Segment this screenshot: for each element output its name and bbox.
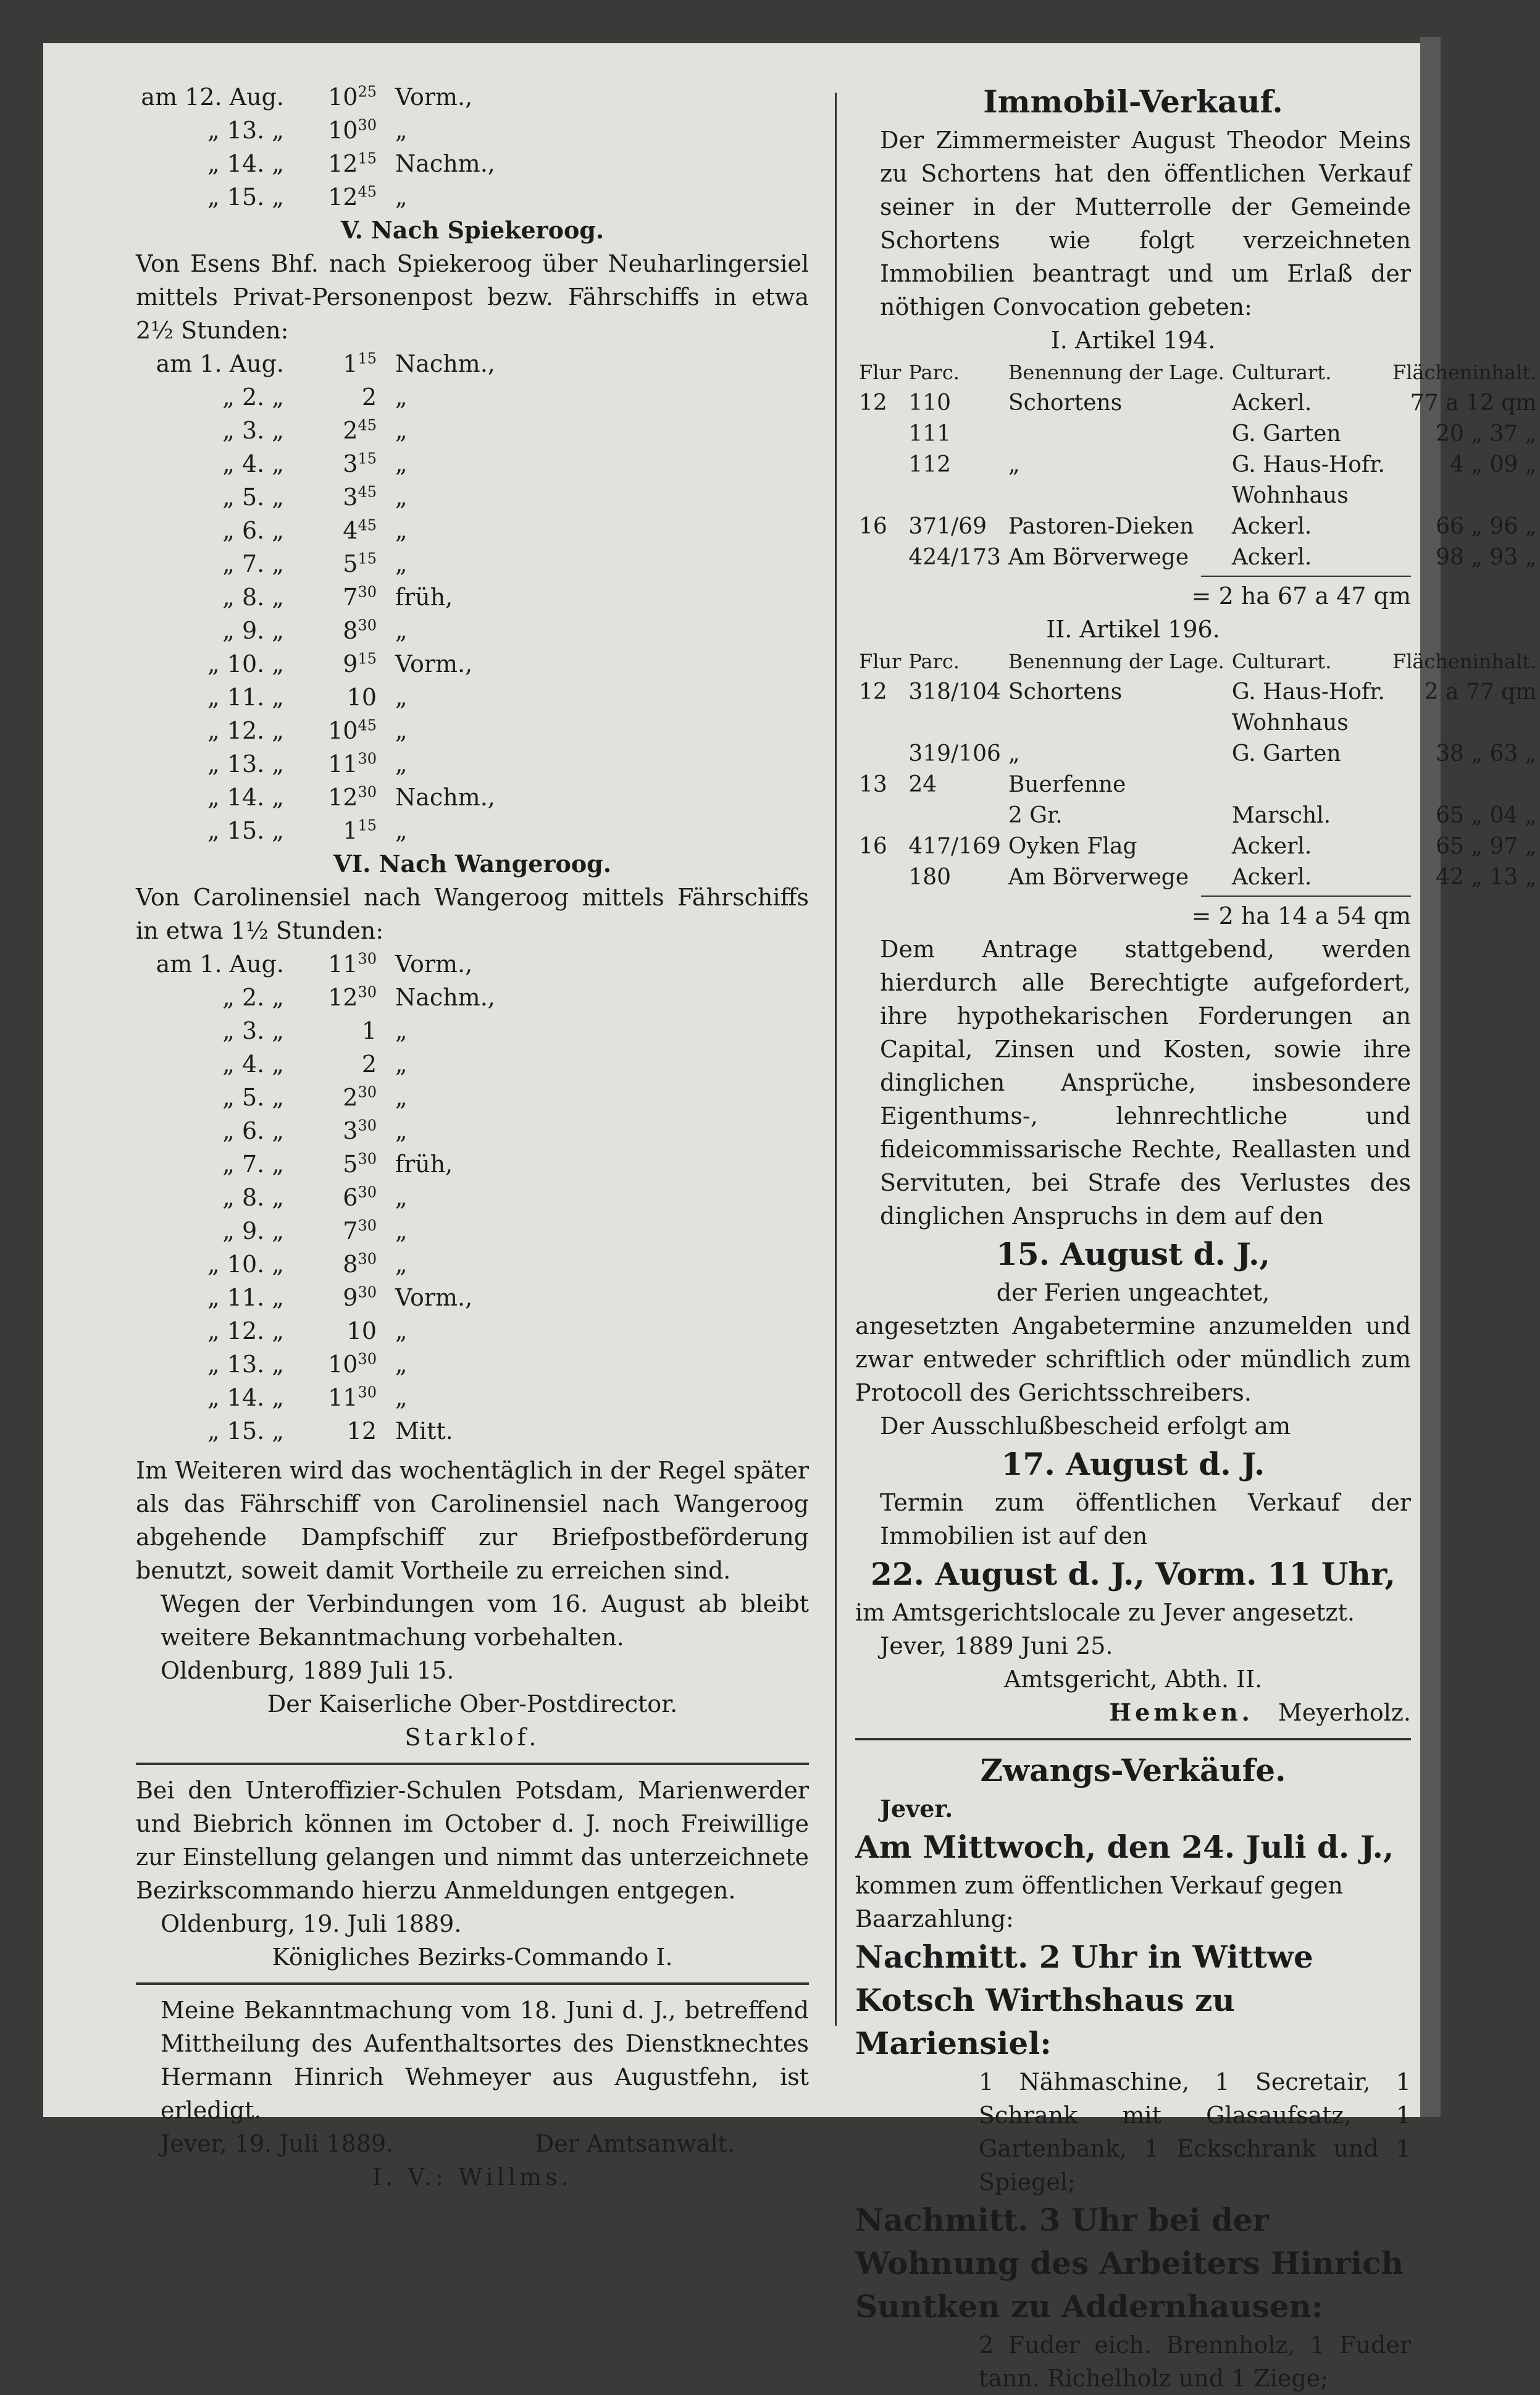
table-cell: Ackerl. — [1231, 514, 1312, 539]
paragraph-bekanntmachung: Meine Bekanntmachung vom 18. Juni d. J., betreffend Mittheilung des Aufenthaltsortes des Dienstknechtes Hermann Hinrich Wehmeyer aus Augustfehn, ist erledigt. — [161, 1997, 809, 2124]
schedule-row — [136, 614, 809, 647]
schedule-note: „ — [395, 1317, 408, 1344]
table-row — [855, 739, 1540, 770]
heading-spiekeroog: V. Nach Spiekeroog. — [340, 216, 605, 244]
table-row — [855, 800, 1540, 831]
paragraph-dampfschiff: Im Weiteren wird das wochentäglich in der Regel später als das Fährschiff von Carolinensiel nach Wangeroog abgehende Dampfschiff zur Briefpostbeförderung benutzt, soweit damit Vortheile zu erreichen sind. — [136, 1457, 809, 1584]
schedule-date: „ 5. „ — [222, 1084, 284, 1111]
schedule-time: $9^{15}$ — [343, 650, 377, 677]
table-header-cell: Flächeninhalt. — [1392, 650, 1537, 673]
table-header-cell: Flächeninhalt. — [1392, 361, 1537, 384]
schedule-row — [136, 714, 809, 747]
schedule-time: 2 — [361, 384, 377, 411]
divider — [136, 1982, 809, 1985]
table-cell — [1005, 480, 1228, 511]
table-cell — [855, 542, 905, 573]
schedule-date: „ 6. „ — [222, 1117, 284, 1144]
schedule-note: „ — [395, 1017, 408, 1044]
date-oldenburg-2: Oldenburg, 19. Juli 1889. — [161, 1910, 462, 1937]
schedule-time: $5^{15}$ — [343, 550, 377, 577]
schedule-time: $11^{30}$ — [328, 750, 377, 778]
schedule-row — [136, 1114, 809, 1147]
schedule-date: „ 4. „ — [222, 450, 284, 477]
table-cell: 371/69 — [908, 514, 987, 539]
schedule-date: „ 7. „ — [222, 1151, 284, 1178]
schedule-time: $6^{30}$ — [343, 1183, 377, 1211]
paragraph-antrage: Dem Antrage stattgebend, werden hierdurch alle Berechtigte aufgefordert, ihre hypothekarischen Forderungen an Capital, Zinsen und Kosten, sowie ihre dinglichen Ansprüche, insbesondere Eigenthums-, lehnrechtliche und fideicommissarische Rechte, Reallasten und Servituten, bei Strafe des Verlustes des dinglichen Anspruchs in dem auf den — [880, 936, 1411, 1230]
authority-bezirkscommando: Königliches Bezirks-Commando I. — [272, 1944, 673, 1971]
schedule-time: $11^{30}$ — [328, 950, 377, 978]
table-cell: 12 — [859, 679, 887, 705]
table-cell: 111 — [908, 421, 952, 447]
schedule-row — [136, 747, 809, 781]
schedule-date: „ 12. „ — [207, 1317, 284, 1344]
title-zwangs-verkaeufe: Zwangs-Verkäufe. — [980, 1752, 1286, 1789]
paragraph-spiekeroog: Von Esens Bhf. nach Spiekeroog über Neuharlingersiel mittels Privat-Personenpost bezw. Fährschiffs in etwa 2½ Stunden: — [136, 250, 809, 344]
table-cell: Wohnhaus — [1231, 710, 1349, 736]
table-header-cell: Flur — [859, 361, 902, 384]
table-cell: 65 „ 97 „ — [1436, 834, 1537, 859]
schedule-row — [136, 1281, 809, 1314]
schedule-time: 10 — [346, 684, 377, 711]
schedule-date: „ 4. „ — [222, 1051, 284, 1078]
table-cell: Ackerl. — [1231, 865, 1312, 890]
table-cell: Ackerl. — [1231, 834, 1312, 859]
schedule-date: „ 12. „ — [207, 717, 284, 744]
paragraph-unteroffizier: Bei den Unteroffizier-Schulen Potsdam, Marienwerder und Biebrich können im October d. J. noch Freiwillige zur Einstellung gelangen und nimmt das unterzeichnete Bezirkscommando hierzu Anmeldungen entgegen. — [136, 1777, 809, 1904]
schedule-note: „ — [395, 717, 408, 744]
schedule-note: „ — [395, 450, 408, 477]
table-cell: 42 „ 13 „ — [1436, 865, 1537, 890]
schedule-time: $10^{30}$ — [328, 116, 377, 144]
schedule-note: „ — [395, 384, 408, 411]
schedule-row — [136, 1381, 809, 1414]
schedule-note: „ — [395, 1384, 408, 1411]
table-row — [855, 677, 1540, 708]
date-15-august: 15. August d. J., — [996, 1236, 1270, 1272]
schedule-row — [136, 380, 809, 414]
schedule-date: „ 15. „ — [207, 183, 284, 211]
table-cell: Schortens — [1008, 679, 1123, 705]
schedule-time: $12^{15}$ — [328, 149, 377, 177]
schedule-date: „ 9. „ — [222, 1217, 284, 1244]
paragraph-angabetermine: angesetzten Angabetermine anzumelden und zwar entweder schriftlich oder mündlich zum Protocoll des Gerichtsschreibers. — [855, 1312, 1411, 1406]
items-mariensiel: 1 Nähmaschine, 1 Secretair, 1 Schrank mit Glasaufsatz, 1 Gartenbank, 1 Eckschrank und 1 Spiegel; — [979, 2068, 1411, 2196]
schedule-time: $7^{30}$ — [343, 583, 377, 611]
schedule-time: $8^{30}$ — [343, 616, 377, 644]
paragraph-verkauf: kommen zum öffentlichen Verkauf gegen Baarzahlung: — [855, 1872, 1343, 1932]
schedule-date: „ 14. „ — [207, 784, 284, 811]
table-cell: 38 „ 63 „ — [1436, 741, 1537, 766]
date-22-august: 22. August d. J., Vorm. 11 Uhr, — [871, 1556, 1396, 1592]
article-194: I. Artikel 194. — [1050, 327, 1216, 354]
schedule-note: „ — [395, 1051, 408, 1078]
schedule-date: „ 2. „ — [222, 984, 284, 1011]
table-cell: Pastoren-Dieken — [1008, 514, 1194, 539]
article-196: II. Artikel 196. — [1046, 616, 1220, 643]
table-cell: G. Garten — [1231, 741, 1341, 766]
sum-article-194: = 2 ha 67 a 47 qm — [1191, 582, 1411, 610]
schedule-note: „ — [395, 117, 408, 144]
table-cell: „ — [1008, 741, 1020, 766]
schedule-row — [136, 814, 809, 847]
authority-amtsanwalt: Der Amtsanwalt. — [535, 2130, 735, 2157]
signature-willms: I. V.: Willms. — [372, 2163, 572, 2191]
schedule-note: „ — [395, 484, 408, 511]
table-header-cell: Flur — [859, 650, 902, 673]
table-header-cell: Benennung der Lage. — [1008, 361, 1224, 384]
table-header-cell: Culturart. — [1231, 650, 1332, 673]
date-24-juli: Am Mittwoch, den 24. Juli d. J., — [855, 1829, 1394, 1865]
schedule-time: 2 — [361, 1051, 377, 1078]
schedule-note: „ — [395, 1351, 408, 1378]
schedule-date: „ 13. „ — [207, 750, 284, 778]
table-cell: 318/104 — [908, 679, 1001, 705]
schedule-row — [136, 581, 809, 614]
schedule-date: „ 14. „ — [207, 150, 284, 177]
schedule-date: „ 3. „ — [222, 1017, 284, 1044]
table-cell: 20 „ 37 „ — [1436, 421, 1537, 447]
table-row — [855, 419, 1540, 450]
schedule-note: „ — [395, 417, 408, 444]
table-cell — [1005, 419, 1228, 450]
table-cell: Buerfenne — [1008, 772, 1126, 797]
schedule-time: $3^{45}$ — [343, 483, 377, 511]
schedule-date: „ 11. „ — [207, 1284, 284, 1311]
schedule-row — [136, 414, 809, 447]
schedule-date: am 12. Aug. — [141, 83, 284, 111]
table-cell: Ackerl. — [1231, 545, 1312, 570]
schedule-note: Nachm., — [395, 784, 495, 811]
schedule-date: „ 13. „ — [207, 1351, 284, 1378]
table-cell: 424/173 — [908, 545, 1001, 570]
table-cell — [1389, 480, 1540, 511]
table-row — [855, 511, 1540, 542]
schedule-note: Vorm., — [395, 1284, 473, 1311]
left-column — [136, 80, 809, 2194]
table-cell: 110 — [908, 390, 952, 416]
place-jever: Jever. — [880, 1795, 953, 1822]
schedule-note: „ — [395, 1117, 408, 1144]
date-jever: Jever, 19. Juli 1889. — [161, 2130, 394, 2157]
schedule-block-3 — [136, 947, 809, 1448]
schedule-time: 10 — [346, 1317, 377, 1344]
schedule-time: $9^{30}$ — [343, 1283, 377, 1311]
schedule-date: „ 13. „ — [207, 117, 284, 144]
table-cell — [855, 708, 905, 739]
table-row — [855, 831, 1540, 862]
schedule-time: $12^{30}$ — [328, 783, 377, 811]
table-row — [855, 388, 1540, 419]
table-cell: G. Garten — [1231, 421, 1341, 447]
schedule-date: „ 7. „ — [222, 550, 284, 577]
schedule-time: $10^{25}$ — [328, 83, 377, 111]
schedule-row — [136, 147, 809, 180]
table-cell: Ackerl. — [1231, 390, 1312, 416]
table-cell — [905, 800, 1005, 831]
schedule-time: $11^{30}$ — [328, 1383, 377, 1411]
schedule-time: $10^{45}$ — [328, 716, 377, 744]
column-divider — [835, 93, 837, 2026]
table-cell: 2 Gr. — [1008, 803, 1063, 828]
divider — [136, 1763, 809, 1765]
table-cell: 417/169 — [908, 834, 1001, 859]
table-cell: 12 — [859, 390, 887, 416]
schedule-time: $2^{30}$ — [343, 1083, 377, 1111]
table-cell: 4 „ 09 „ — [1450, 452, 1537, 477]
table-header-cell: Benennung der Lage. — [1008, 650, 1224, 673]
schedule-note: „ — [395, 517, 408, 544]
schedule-row — [136, 180, 809, 214]
schedule-time: $12^{30}$ — [328, 983, 377, 1011]
table-cell: 66 „ 96 „ — [1436, 514, 1537, 539]
schedule-date: „ 8. „ — [222, 1184, 284, 1211]
schedule-note: „ — [395, 750, 408, 778]
schedule-row — [136, 80, 809, 114]
heading-mariensiel: Nachmitt. 2 Uhr in Wittwe Kotsch Wirthshaus zu Mariensiel: — [855, 1939, 1313, 2062]
paragraph-ausschluss: Der Ausschlußbescheid erfolgt am — [880, 1412, 1291, 1440]
schedule-note: Vorm., — [395, 950, 473, 978]
schedule-date: am 1. Aug. — [156, 950, 284, 978]
schedule-time: $4^{45}$ — [343, 516, 377, 544]
table-cell: 16 — [859, 514, 887, 539]
table-cell — [855, 450, 905, 480]
table-cell: Wohnhaus — [1231, 483, 1349, 508]
table-article-196 — [855, 646, 1540, 893]
schedule-date: „ 10. „ — [207, 650, 284, 677]
schedule-note: „ — [395, 617, 408, 644]
schedule-date: „ 3. „ — [222, 417, 284, 444]
schedule-note: früh, — [395, 1151, 453, 1178]
table-cell: „ — [1008, 452, 1020, 477]
table-cell — [855, 862, 905, 893]
schedule-row — [136, 347, 809, 380]
table-cell: Am Börverwege — [1008, 545, 1189, 570]
paragraph-amtsgericht: im Amtsgerichtslocale zu Jever angesetzt. — [855, 1599, 1355, 1626]
schedule-date: „ 2. „ — [222, 384, 284, 411]
table-cell: 112 — [908, 452, 952, 477]
table-row — [855, 862, 1540, 893]
table-cell — [1389, 708, 1540, 739]
authority-postdirector: Der Kaiserliche Ober-Postdirector. — [267, 1690, 678, 1718]
schedule-note: „ — [395, 1217, 408, 1244]
schedule-note: „ — [395, 684, 408, 711]
title-immobil-verkauf: Immobil-Verkauf. — [983, 83, 1283, 120]
schedule-time: $2^{45}$ — [343, 416, 377, 444]
items-addernhausen: 2 Fuder eich. Brennholz, 1 Fuder tann. Richelholz und 1 Ziege; — [979, 2331, 1411, 2392]
schedule-row — [136, 1414, 809, 1448]
right-column — [855, 80, 1537, 2395]
schedule-note: Vorm., — [395, 83, 473, 111]
paragraph-meins: Der Zimmermeister August Theodor Meins zu Schortens hat den öffentlichen Verkauf seiner in der Mutterrolle der Gemeinde Schortens wie folgt verzeichneten Immobilien beantragt und um Erlaß der nöthigen Convocation gebeten: — [880, 127, 1411, 321]
schedule-date: „ 6. „ — [222, 517, 284, 544]
court-name: Amtsgericht, Abth. II. — [1003, 1666, 1263, 1693]
date-17-august: 17. August d. J. — [1001, 1446, 1265, 1482]
schedule-time: $12^{45}$ — [328, 183, 377, 211]
schedule-row — [136, 1214, 809, 1248]
schedule-date: am 1. Aug. — [156, 350, 284, 377]
table-cell: 13 — [859, 772, 887, 797]
table-cell: Oyken Flag — [1008, 834, 1137, 859]
schedule-note: „ — [395, 550, 408, 577]
schedule-row — [136, 480, 809, 514]
table-header-cell: Culturart. — [1231, 361, 1332, 384]
table-cell: Marschl. — [1231, 803, 1331, 828]
table-cell — [1389, 770, 1540, 800]
table-cell — [905, 480, 1005, 511]
paragraph-vorbehalten: Wegen der Verbindungen vom 16. August ab bleibt weitere Bekanntmachung vorbehalten. — [161, 1590, 809, 1651]
table-cell: 98 „ 93 „ — [1436, 545, 1537, 570]
schedule-row — [136, 1147, 809, 1181]
schedule-date: „ 14. „ — [207, 1384, 284, 1411]
table-row — [855, 480, 1540, 511]
schedule-row — [136, 681, 809, 714]
date-jever-court: Jever, 1889 Juni 25. — [880, 1632, 1113, 1659]
schedule-note: „ — [395, 1084, 408, 1111]
table-cell — [855, 800, 905, 831]
table-cell: G. Haus-Hofr. — [1231, 679, 1385, 705]
heading-addernhausen: Nachmitt. 3 Uhr bei der Wohnung des Arbeiters Hinrich Suntken zu Addernhausen: — [855, 2202, 1404, 2325]
schedule-time: 1 — [361, 1017, 377, 1044]
table-cell: Schortens — [1008, 390, 1123, 416]
schedule-row — [136, 1314, 809, 1348]
table-cell: 319/106 — [908, 741, 1001, 766]
table-header — [855, 357, 1540, 388]
schedule-row — [136, 1047, 809, 1081]
schedule-row — [136, 1348, 809, 1381]
schedule-time: $1^{15}$ — [343, 816, 377, 844]
schedule-time: $7^{30}$ — [343, 1217, 377, 1244]
schedule-note: „ — [395, 1251, 408, 1278]
schedule-note: Mitt. — [395, 1417, 453, 1445]
schedule-block-1 — [136, 80, 809, 214]
schedule-note: „ — [395, 817, 408, 844]
schedule-time: $3^{15}$ — [343, 450, 377, 477]
schedule-row — [136, 1081, 809, 1114]
table-cell: 16 — [859, 834, 887, 859]
schedule-time: $5^{30}$ — [343, 1150, 377, 1178]
schedule-time: $1^{15}$ — [343, 350, 377, 377]
table-cell — [1005, 708, 1228, 739]
schedule-row — [136, 1181, 809, 1214]
schedule-time: $10^{30}$ — [328, 1350, 377, 1378]
signature-meyerholz: Meyerholz. — [1278, 1699, 1411, 1726]
table-cell — [855, 739, 905, 770]
schedule-row — [136, 1014, 809, 1047]
heading-wangeroog: VI. Nach Wangeroog. — [333, 850, 611, 878]
signature-starklof: Starklof. — [404, 1724, 540, 1751]
schedule-date: „ 9. „ — [222, 617, 284, 644]
schedule-time: $8^{30}$ — [343, 1250, 377, 1278]
table-row — [855, 542, 1540, 573]
schedule-row — [136, 447, 809, 480]
schedule-time: $3^{30}$ — [343, 1117, 377, 1144]
schedule-row — [136, 114, 809, 147]
schedule-note: Nachm., — [395, 984, 495, 1011]
table-header — [855, 646, 1540, 677]
schedule-date: „ 8. „ — [222, 584, 284, 611]
paragraph-termin: Termin zum öffentlichen Verkauf der Immobilien ist auf den — [880, 1489, 1411, 1550]
paragraph-wangeroog: Von Carolinensiel nach Wangeroog mittels Fährschiffs in etwa 1½ Stunden: — [136, 884, 809, 944]
signature-hemken: Hemken. — [1109, 1698, 1253, 1726]
date-oldenburg: Oldenburg, 1889 Juli 15. — [161, 1657, 454, 1684]
table-row — [855, 708, 1540, 739]
schedule-row — [136, 547, 809, 581]
schedule-time: 12 — [346, 1417, 377, 1445]
page-edge — [1420, 37, 1441, 2117]
schedule-date: „ 11. „ — [207, 684, 284, 711]
schedule-note: früh, — [395, 584, 453, 611]
schedule-row — [136, 1248, 809, 1281]
schedule-note: Nachm., — [395, 150, 495, 177]
table-cell — [905, 708, 1005, 739]
schedule-block-2 — [136, 347, 809, 847]
table-cell — [1228, 770, 1389, 800]
table-cell: Am Börverwege — [1008, 865, 1189, 890]
table-cell — [855, 419, 905, 450]
table-cell: 2 a 77 qm — [1424, 679, 1537, 705]
table-header-cell: Parc. — [908, 650, 960, 673]
table-header-cell: Parc. — [908, 361, 960, 384]
schedule-row — [136, 947, 809, 981]
schedule-note: „ — [395, 183, 408, 211]
table-cell: G. Haus-Hofr. — [1231, 452, 1385, 477]
table-row — [855, 770, 1540, 800]
table-cell: 65 „ 04 „ — [1436, 803, 1537, 828]
table-cell — [855, 480, 905, 511]
schedule-date: „ 15. „ — [207, 817, 284, 844]
schedule-date: „ 15. „ — [207, 1417, 284, 1445]
schedule-date: „ 5. „ — [222, 484, 284, 511]
ferien-note: der Ferien ungeachtet, — [996, 1279, 1270, 1306]
schedule-note: Nachm., — [395, 350, 495, 377]
table-row — [855, 450, 1540, 480]
schedule-note: Vorm., — [395, 650, 473, 677]
schedule-row — [136, 514, 809, 547]
table-article-194 — [855, 357, 1540, 573]
schedule-date: „ 10. „ — [207, 1251, 284, 1278]
schedule-row — [136, 647, 809, 681]
schedule-row — [136, 781, 809, 814]
table-cell: 180 — [908, 865, 952, 890]
schedule-note: „ — [395, 1184, 408, 1211]
table-cell: 24 — [908, 772, 937, 797]
table-cell: 77 a 12 qm — [1410, 390, 1537, 416]
divider — [855, 1738, 1411, 1740]
sum-article-196: = 2 ha 14 a 54 qm — [1191, 902, 1411, 929]
schedule-row — [136, 981, 809, 1014]
